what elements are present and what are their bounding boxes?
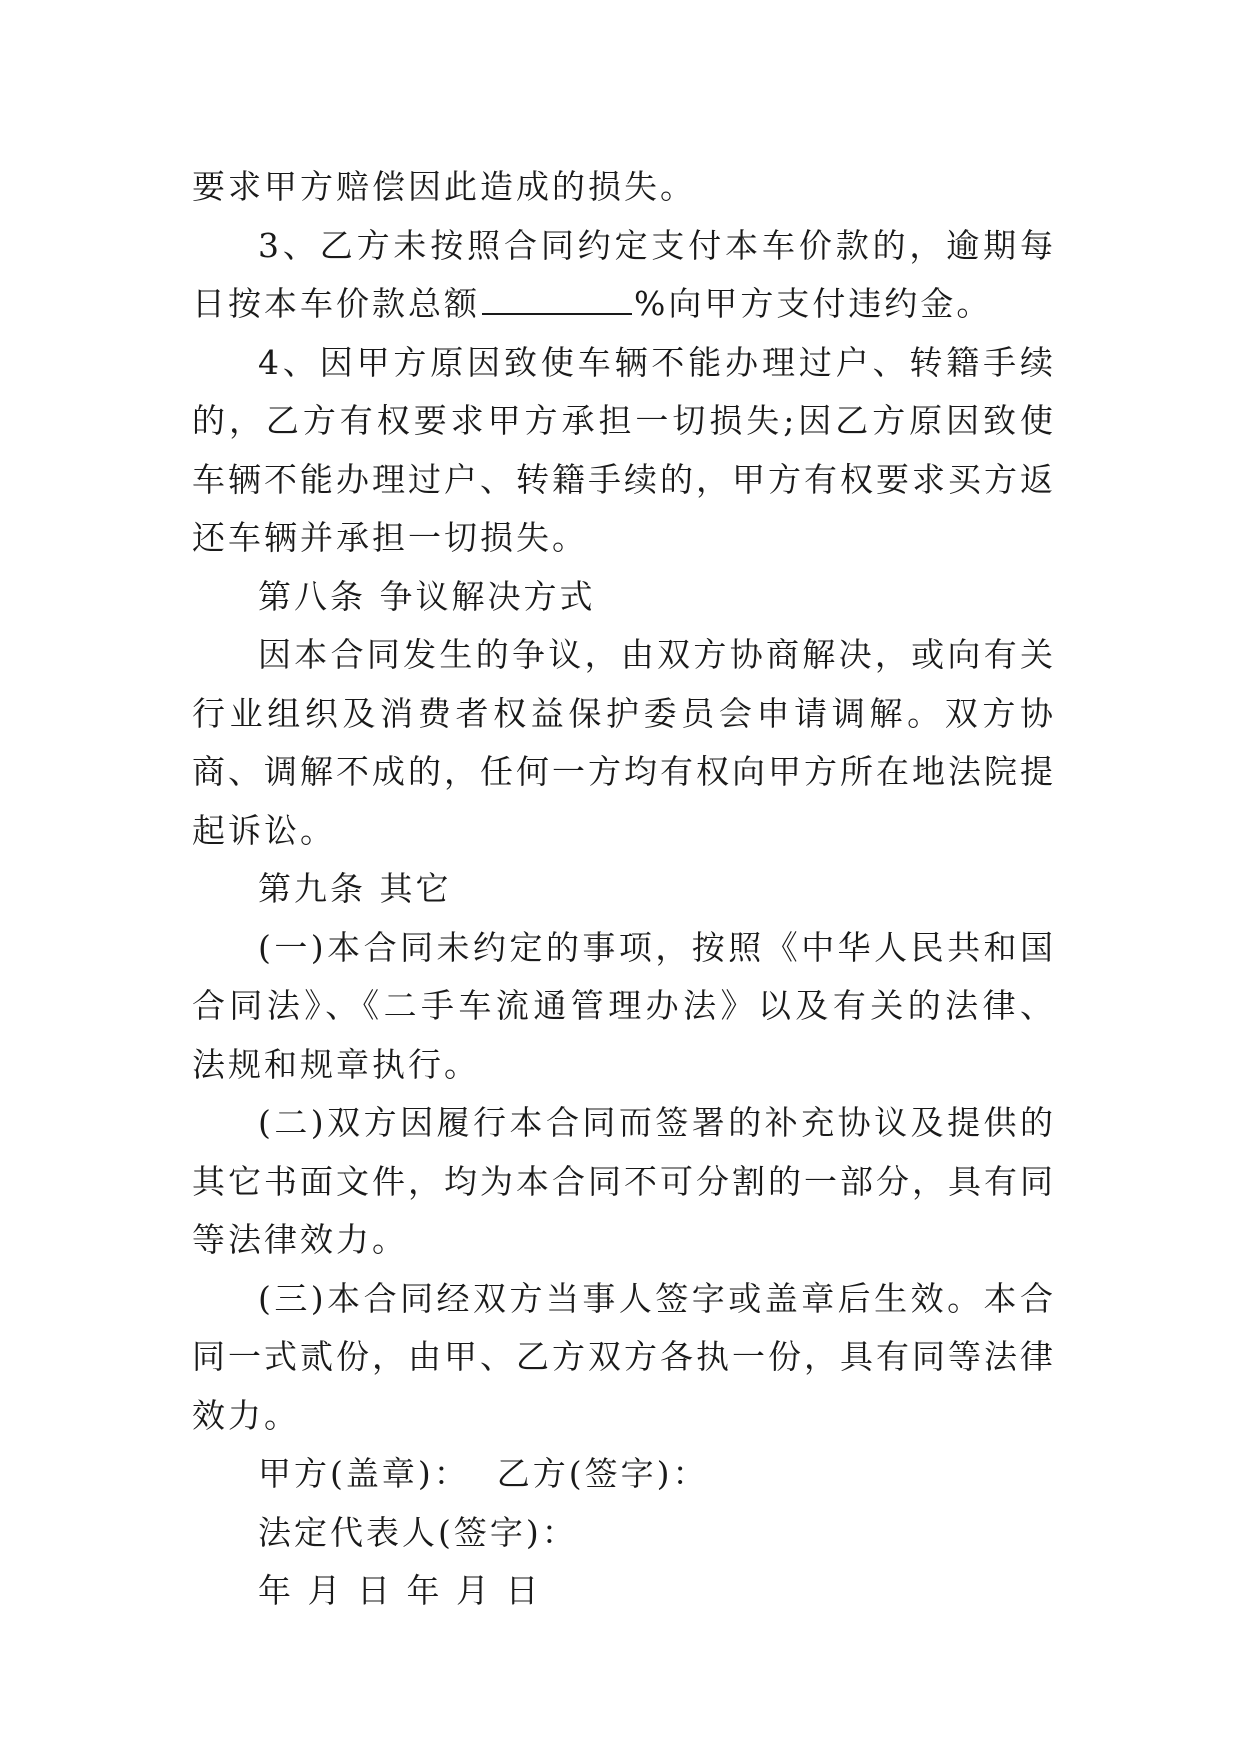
paragraph-other-2: (二)双方因履行本合同而签署的补充协议及提供的其它书面文件，均为本合同不可分割的一部分，具有同等法律效力。: [192, 1103, 1056, 1259]
fill-in-blank: [482, 287, 632, 315]
party-b-label: 乙方(签字)：: [496, 1454, 709, 1493]
paragraph-continuation: 要求甲方赔偿因此造成的损失。: [192, 167, 696, 206]
paragraph-other-1: (一)本合同未约定的事项，按照《中华人民共和国合同法》、《二手车流通管理办法》以及有关的法律、法规和规章执行。: [192, 927, 1056, 1084]
paragraph-clause-4: 4、因甲方原因致使车辆不能办理过户、转籍手续的，乙方有权要求甲方承担一切损失;因乙方原因致使车辆不能办理过户、转籍手续的，甲方有权要求买方返还车辆并承担一切损失。: [192, 342, 1056, 557]
heading-article-9: 第九条 其它: [258, 869, 452, 908]
signature-date-line: 年 月 日 年 月 日: [258, 1571, 542, 1610]
clause-3-tail: %向甲方支付违约金。: [634, 284, 993, 323]
document-body: [192, 158, 1056, 1621]
legal-representative-line: 法定代表人(签字)：: [258, 1512, 578, 1552]
paragraph-clause-3: [192, 217, 1056, 334]
signature-parties-line: [192, 1445, 1056, 1504]
clause-3-text: 3、乙方未按照合同约定支付本车价款的，逾期每日按本车价款总额: [192, 225, 1056, 323]
paragraph-other-3: (三)本合同经双方当事人签字或盖章后生效。本合同一式贰份，由甲、乙方双方各执一份，具有同等法律效力。: [192, 1278, 1056, 1435]
party-a-label: 甲方(盖章)：: [258, 1454, 470, 1493]
paragraph-dispute-resolution: 因本合同发生的争议，由双方协商解决，或向有关行业组织及消费者权益保护委员会申请调解。双方协商、调解不成的，任何一方均有权向甲方所在地法院提起诉讼。: [192, 635, 1056, 850]
heading-article-8: 第八条 争议解决方式: [258, 576, 596, 616]
